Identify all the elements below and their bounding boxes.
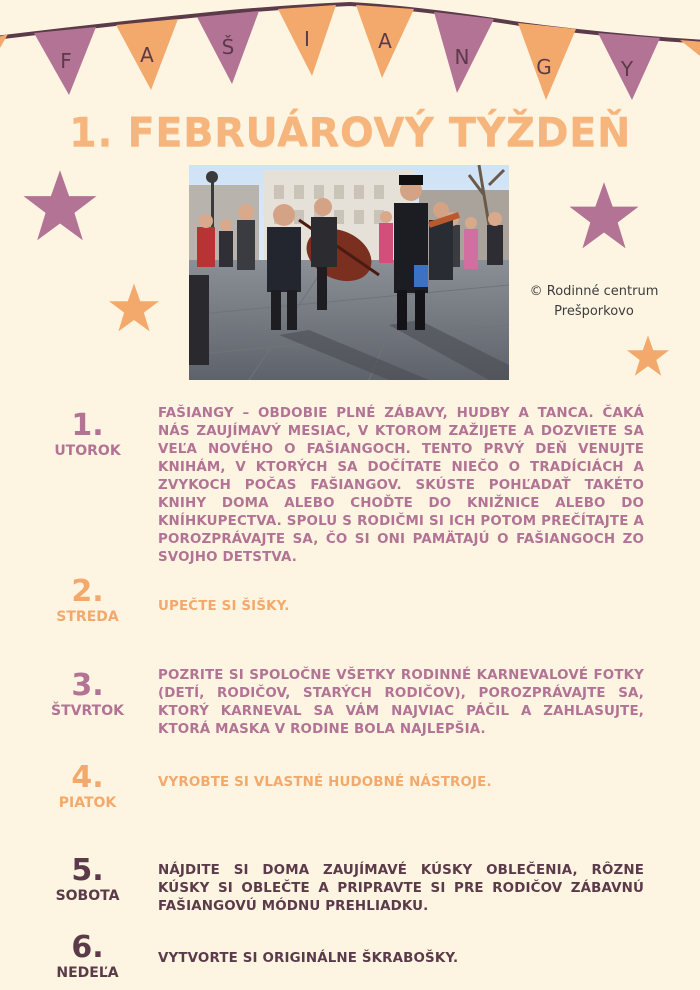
day-number: 6. [71,930,104,965]
star-icon [626,334,670,378]
pennant-partial-left [0,34,8,48]
day-label-utorok [30,410,145,460]
star-icon [108,282,160,334]
task-text: VYROBTE SI VLASTNÉ HUDOBNÉ NÁSTROJE. [158,775,492,790]
star-icon [22,168,98,244]
day-number: 4. [71,760,104,795]
day-label-streda [30,576,145,626]
pennant-letter: N [454,45,470,69]
pennant-letter: A [378,29,392,53]
star-icon [568,180,640,252]
day-number: 2. [71,574,104,609]
pennant-letter: Š [221,35,235,59]
task-text: NÁJDITE SI DOMA ZAUJÍMAVÉ KÚSKY OBLEČENIA, RÔZNE KÚSKY SI OBLEČTE A PRIPRAVTE SI PRE RODIČOV ZÁBAVNÚ FAŠIANGOVÚ MÓDNU PREHLIADKU. [158,863,644,914]
pennant-letter: F [60,49,72,73]
day-number: 1. [71,408,104,443]
pennant-letter: I [304,27,310,51]
day-label-sobota [30,855,145,905]
pennant-partial-right [680,40,700,60]
credit-line-1: © Rodinné centrum [529,284,659,299]
credit-line-2: Prešporkovo [554,304,634,319]
pennant-letter: A [140,43,154,67]
day-label-stvrtok [30,670,145,720]
day-name: PIATOK [58,795,117,811]
day-number: 3. [71,668,104,703]
day-name: UTOROK [54,443,121,459]
task-text: FAŠIANGY – OBDOBIE PLNÉ ZÁBAVY, HUDBY A TANCA. ČAKÁ NÁS ZAUJÍMAVÝ MESIAC, V KTOROM ZAŽIJETE A DOZVIETE SA VEĽA NOVÉHO O FAŠIANGOCH. TENTO PRVÝ DEŇ VENUJTE KNIHÁM, V KTORÝCH SA DOČÍTATE NIEČO O TRADÍCIÁCH A ZVYKOCH POČAS FAŠIANGOV. SKÚSTE POHĽADAŤ TAKÉTO KNIHY DOMA ALEBO CHOĎTE DO KNIŽNICE ALEBO DO KNÍHKUPECTVA. SPOLU S RODIČMI SI ICH POTOM PREČÍTAJTE A POROZPRÁVAJTE SA, ČO SI ONI PAMÄTAJÚ O FAŠIANGOCH ZO SVOJHO DETSTVA. [158,406,644,565]
photo-credit [524,282,664,322]
pennant-banner [0,0,700,110]
day-name: ŠTVRTOK [51,703,124,719]
pennant-letter: Y [620,57,634,81]
task-text: POZRITE SI SPOLOČNE VŠETKY RODINNÉ KARNEVALOVÉ FOTKY (DETÍ, RODIČOV, STARÝCH RODIČOV), POROZPRÁVAJTE SA, KTORÝ KARNEVAL SA VÁM NAJVIAC PÁČIL A ZAHLASUJTE, KTORÁ MASKA V RODINE BOLA NAJLEPŠIA. [158,668,644,737]
pennant-letter: G [536,55,552,79]
day-label-piatok [30,762,145,812]
day-name: STREDA [56,609,119,625]
day-name: NEDEĽA [56,965,119,981]
day-name: SOBOTA [55,888,120,904]
photo-street-music-procession [189,165,509,380]
task-text: VYTVORTE SI ORIGINÁLNE ŠKRABOŠKY. [158,951,459,966]
day-number: 5. [71,853,104,888]
page-title: 1. FEBRUÁROVÝ TÝŽDEŇ [69,110,631,156]
task-text: UPEČTE SI ŠIŠKY. [158,599,290,614]
day-label-nedela [30,932,145,982]
